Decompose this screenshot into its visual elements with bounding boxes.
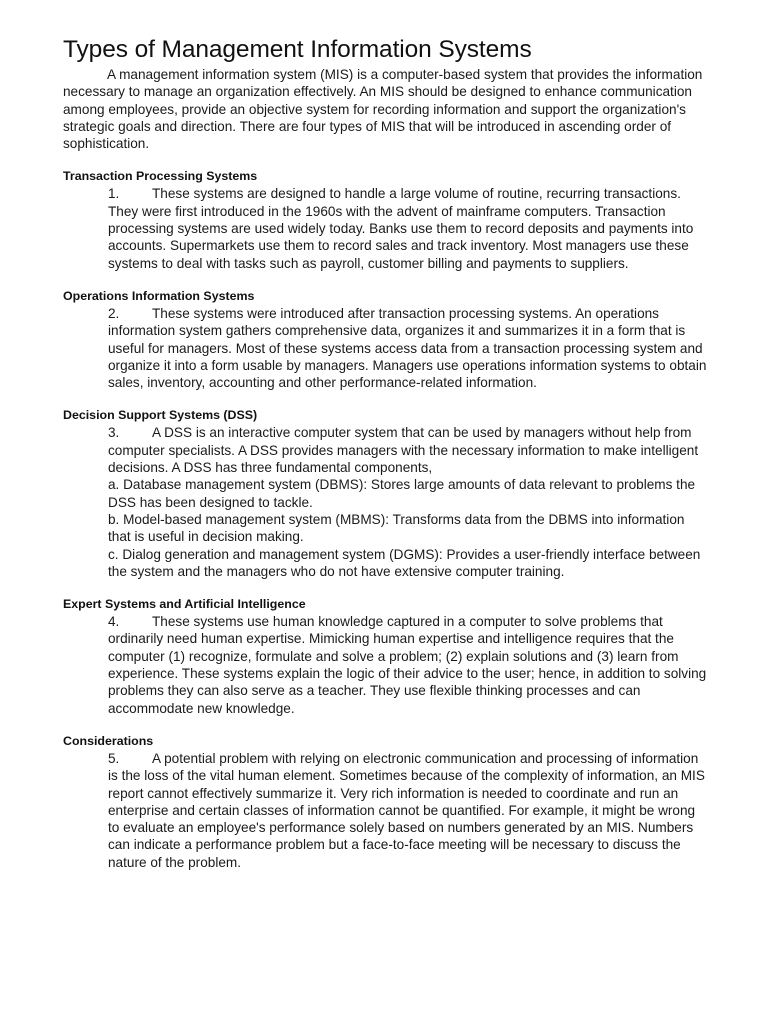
- subitem-dbms: a. Database management system (DBMS): Stores large amounts of data relevant to problems the DSS has been designed to tackle.: [108, 477, 696, 510]
- item-number: 1.: [108, 186, 120, 202]
- item-number: 5.: [108, 750, 120, 766]
- subitem-mbms: b. Model-based management system (MBMS): Transforms data from the DBMS into information that is useful in decision making.: [108, 511, 685, 545]
- section-considerations: [63, 733, 713, 871]
- document-title: Types of Management Information Systems: [63, 36, 532, 63]
- subitem-dgms: c. Dialog generation and management system (DGMS): Provides a user-friendly interface between the system and the managers who do not have extensive computer training.: [108, 546, 701, 579]
- item-paragraph: [108, 613, 708, 717]
- item-number: 3.: [108, 425, 120, 441]
- item-text: A DSS is an interactive computer system that can be used by managers without help from computer specialists. A DSS provides managers with the necessary information to make intelligent decisions. A DSS has three fundamental components,: [108, 425, 699, 476]
- document-page: [63, 34, 713, 871]
- section-heading: Expert Systems and Artificial Intelligence: [63, 597, 306, 612]
- item-paragraph: [108, 750, 708, 871]
- section-heading: Considerations: [63, 733, 154, 748]
- numbered-item: [108, 305, 708, 391]
- numbered-item: [108, 613, 708, 717]
- item-text: These systems use human knowledge captured in a computer to solve problems that ordinarily need human expertise. Mimicking human expertise and intelligence requires that the computer (1) recognize, formulate and solve a problem; (2) explain solutions and (3) learn from experience. These systems explain the logic of their advice to the user; hence, in addition to solving problems they can also serve as a teacher. They use flexible thinking processes and can accommodate new knowledge.: [108, 614, 707, 716]
- numbered-item: [108, 750, 708, 871]
- item-number: 2.: [108, 305, 120, 321]
- section-expert-systems: [63, 596, 713, 717]
- item-text: A potential problem with relying on electronic communication and processing of information is the loss of the vital human element. Sometimes because of the complexity of information, an MIS report cannot effectively summarize it. Very rich information is needed to coordinate and run an enterprise and certain classes of information cannot be quantified. For example, it might be wrong to evaluate an employee's performance solely based on numbers generated by an MIS. Numbers can indicate a performance problem but a face-to-face meeting will be necessary to discuss the nature of the problem.: [108, 750, 705, 870]
- item-paragraph: [108, 424, 708, 476]
- item-paragraph: [108, 185, 708, 271]
- section-heading: Operations Information Systems: [63, 288, 255, 303]
- section-transaction-processing: [63, 168, 713, 271]
- section-decision-support: [63, 407, 713, 580]
- numbered-item: [108, 185, 708, 271]
- item-number: 4.: [108, 614, 120, 630]
- item-text: These systems were introduced after transaction processing systems. An operations information system gathers comprehensive data, organizes it and summarizes it in a form that is useful for managers. Most of these systems access data from a transaction processing system and organize it into a form usable by managers. Managers use operations information systems to obtain sales, inventory, accounting and other performance-related information.: [108, 305, 707, 391]
- numbered-item: [108, 424, 708, 580]
- section-heading: Transaction Processing Systems: [63, 169, 258, 184]
- item-text: These systems are designed to handle a large volume of routine, recurring transactions. They were first introduced in the 1960s with the advent of mainframe computers. Transaction processing systems are used widely today. Banks use them to record deposits and payments into accounts. Supermarkets use them to record sales and track inventory. Most managers use these systems to deal with tasks such as payroll, customer billing and payments to suppliers.: [108, 186, 694, 271]
- item-paragraph: [108, 305, 708, 391]
- section-operations-information: [63, 288, 713, 391]
- intro-paragraph: A management information system (MIS) is a computer-based system that provides the information necessary to manage an organization effectively. An MIS should be designed to enhance communication among employees, provide an objective system for recording information and support the organization's strategic goals and direction. There are four types of MIS that will be introduced in ascending order of sophistication.: [63, 67, 703, 152]
- section-heading: Decision Support Systems (DSS): [63, 408, 258, 423]
